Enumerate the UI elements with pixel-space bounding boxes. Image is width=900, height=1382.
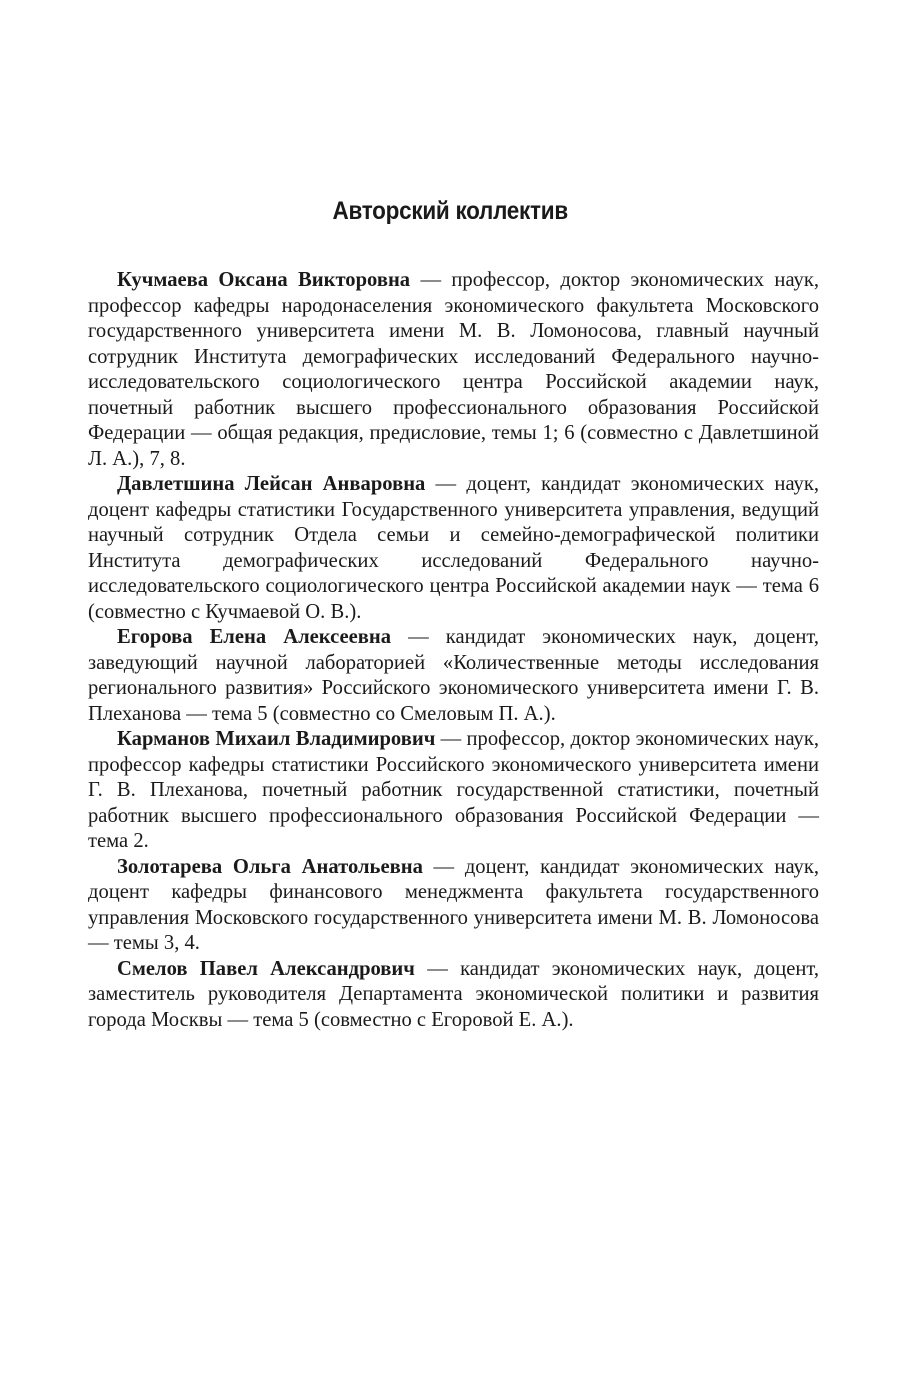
author-name: Карманов Михаил Владимирович [117, 728, 436, 750]
author-entry [88, 727, 819, 855]
author-name: Смелов Павел Александрович [117, 957, 415, 980]
page-title: Авторский коллектив [332, 197, 568, 225]
author-name: Давлетшина Лейсан Анваровна [117, 473, 426, 495]
author-description: — кандидат экономических наук, доцент, заведующий научной лабораторией «Количественные методы исследования регионального развития» Российского экономического университета имени Г. В. Плеханова — тема 5 (совместно со Смеловым П. А.). [88, 626, 819, 725]
author-description: — профессор, доктор экономических наук, профессор кафедры народонаселения экономического факультета Московского государственного университета имени М. В. Ломоносова, главный научный сотрудник Института демографических исследований Федерального научно-исследовательского социологического центра Российской академии наук, почетный работник высшего профессионального образования Российской Федерации — общая редакция, предисловие, темы 1; 6 (совместно с Давлетшиной Л. А.), 7, 8. [88, 269, 819, 470]
author-entry [88, 855, 819, 957]
author-name: Золотарева Ольга Анатольевна [117, 855, 423, 878]
author-name: Кучмаева Оксана Викторовна [117, 269, 411, 291]
author-entry [88, 957, 819, 1034]
author-name: Егорова Елена Алексеевна [117, 626, 392, 648]
author-description: — кандидат экономических наук, доцент, заместитель руководителя Департамента экономической политики и развития города Москвы — тема 5 (совместно с Егоровой Е. А.). [88, 957, 819, 1031]
author-entry [88, 268, 819, 472]
author-description: — доцент, кандидат экономических наук, доцент кафедры статистики Государственного университета управления, ведущий научный сотрудник Отдела семьи и семейно-демографической политики Института демографических исследований Федерального научно-исследовательского социологического центра Российской академии наук — тема 6 (совместно с Кучмаевой О. В.). [88, 473, 819, 623]
author-list [88, 268, 819, 1033]
author-entry [88, 625, 819, 727]
author-entry [88, 472, 819, 625]
author-description: — доцент, кандидат экономических наук, доцент кафедры финансового менеджмента факультета государственного управления Московского государственного университета имени М. В. Ломоносова— темы 3, 4. [88, 855, 819, 954]
author-description: — профессор, доктор экономических наук, профессор кафедры статистики Российского экономического университета имени Г. В. Плеханова, почетный работник государственной статистики, почетный работник высшего профессионального образования Российской Федерации — тема 2. [88, 728, 819, 852]
